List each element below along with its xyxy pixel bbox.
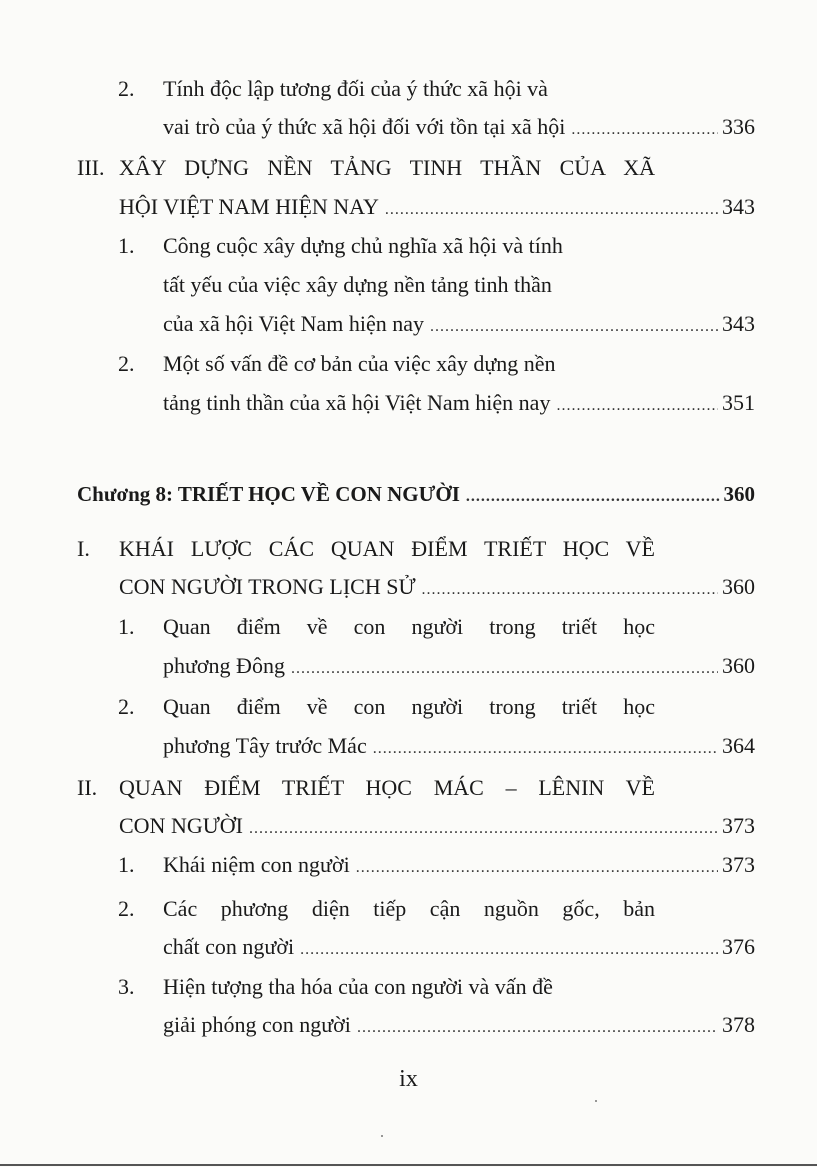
entry-text: Một số vấn đề cơ bản của việc xây dựng nền [163, 351, 556, 376]
entry-number: 1. [118, 233, 135, 258]
entry-number: 2. [118, 76, 135, 101]
entry-line [163, 75, 653, 103]
entry-page: 378 [722, 1012, 755, 1037]
dot-leader [357, 1014, 718, 1042]
section-line [119, 774, 655, 802]
entry-line [163, 973, 657, 1001]
entry-page: 351 [722, 390, 755, 415]
section-number: II. [77, 775, 98, 800]
section-line-with-page [119, 193, 755, 224]
section-line [119, 154, 655, 182]
entry-number: 1. [118, 614, 135, 639]
entry-text: Quan điểm về con người trong triết học [163, 614, 655, 639]
entry-page: 373 [722, 852, 755, 877]
entry-page: 336 [722, 114, 755, 139]
entry-text: Tính độc lập tương đối của ý thức xã hội và [163, 76, 548, 101]
page-edge-line [0, 1164, 817, 1166]
entry-text: Khái niệm con người [163, 852, 350, 877]
entry-line-with-page [163, 851, 755, 882]
entry-text: của xã hội Việt Nam hiện nay [163, 311, 424, 336]
dot-leader [571, 116, 718, 144]
entry-line-with-page [163, 732, 755, 763]
entry-text: Quan điểm về con người trong triết học [163, 694, 655, 719]
dot-leader [300, 936, 718, 964]
entry-text: Hiện tượng tha hóa của con người và vấn đề [163, 974, 553, 999]
dot-leader [373, 735, 718, 763]
entry-line-with-page [163, 933, 755, 964]
section-page: 343 [722, 194, 755, 219]
dot-leader [385, 196, 718, 224]
section-line-with-page [119, 573, 755, 604]
dot-leader [430, 313, 718, 341]
section-number: III. [77, 155, 105, 180]
chapter-heading [77, 480, 755, 511]
entry-text: phương Đông [163, 653, 285, 678]
entry-text: Các phương diện tiếp cận nguồn gốc, bản [163, 896, 655, 921]
dot-leader [466, 483, 720, 511]
dot-leader [291, 655, 718, 683]
entry-line-with-page [163, 652, 755, 683]
section-line-with-page [119, 812, 755, 843]
entry-page: 364 [722, 733, 755, 758]
entry-text: tất yếu của việc xây dựng nền tảng tinh thần [163, 272, 552, 297]
entry-number: 2. [118, 896, 135, 921]
section-title: XÂY DỰNG NỀN TẢNG TINH THẦN CỦA XÃ [119, 155, 655, 180]
entry-text: vai trò của ý thức xã hội đối với tồn tại xã hội [163, 114, 566, 139]
entry-line-with-page [163, 310, 755, 341]
entry-line [163, 232, 657, 260]
scan-speck [595, 1100, 597, 1102]
entry-number: 2. [118, 694, 135, 719]
entry-line [163, 613, 655, 641]
section-page: 373 [722, 813, 755, 838]
chapter-title: Chương 8: TRIẾT HỌC VỀ CON NGƯỜI [77, 482, 460, 506]
entry-page: 343 [722, 311, 755, 336]
dot-leader [556, 392, 718, 420]
dot-leader [422, 576, 718, 604]
entry-text: tảng tinh thần của xã hội Việt Nam hiện nay [163, 390, 551, 415]
section-title: HỘI VIỆT NAM HIỆN NAY [119, 194, 379, 219]
entry-text: giải phóng con người [163, 1012, 351, 1037]
entry-line [163, 350, 657, 378]
entry-line-with-page [163, 389, 755, 420]
entry-number: 3. [118, 974, 135, 999]
scan-speck [381, 1135, 383, 1137]
entry-line [163, 271, 657, 299]
section-line [119, 535, 655, 563]
entry-line-with-page [163, 1011, 755, 1042]
section-title: CON NGƯỜI TRONG LỊCH SỬ [119, 574, 416, 599]
section-title: QUAN ĐIỂM TRIẾT HỌC MÁC – LÊNIN VỀ [119, 775, 655, 800]
section-number: I. [77, 536, 90, 561]
section-title: KHÁI LƯỢC CÁC QUAN ĐIỂM TRIẾT HỌC VỀ [119, 536, 655, 561]
entry-page: 360 [722, 653, 755, 678]
section-page: 360 [722, 574, 755, 599]
entry-number: 2. [118, 351, 135, 376]
entry-line-with-page [163, 113, 755, 144]
page-number: ix [399, 1066, 418, 1092]
dot-leader [249, 815, 718, 843]
entry-number: 1. [118, 852, 135, 877]
entry-text: phương Tây trước Mác [163, 733, 367, 758]
entry-text: Công cuộc xây dựng chủ nghĩa xã hội và tính [163, 233, 563, 258]
section-title: CON NGƯỜI [119, 813, 244, 838]
entry-text: chất con người [163, 934, 295, 959]
entry-page: 376 [722, 934, 755, 959]
chapter-page: 360 [723, 482, 755, 506]
entry-line [163, 895, 655, 923]
entry-line [163, 693, 655, 721]
dot-leader [356, 854, 718, 882]
